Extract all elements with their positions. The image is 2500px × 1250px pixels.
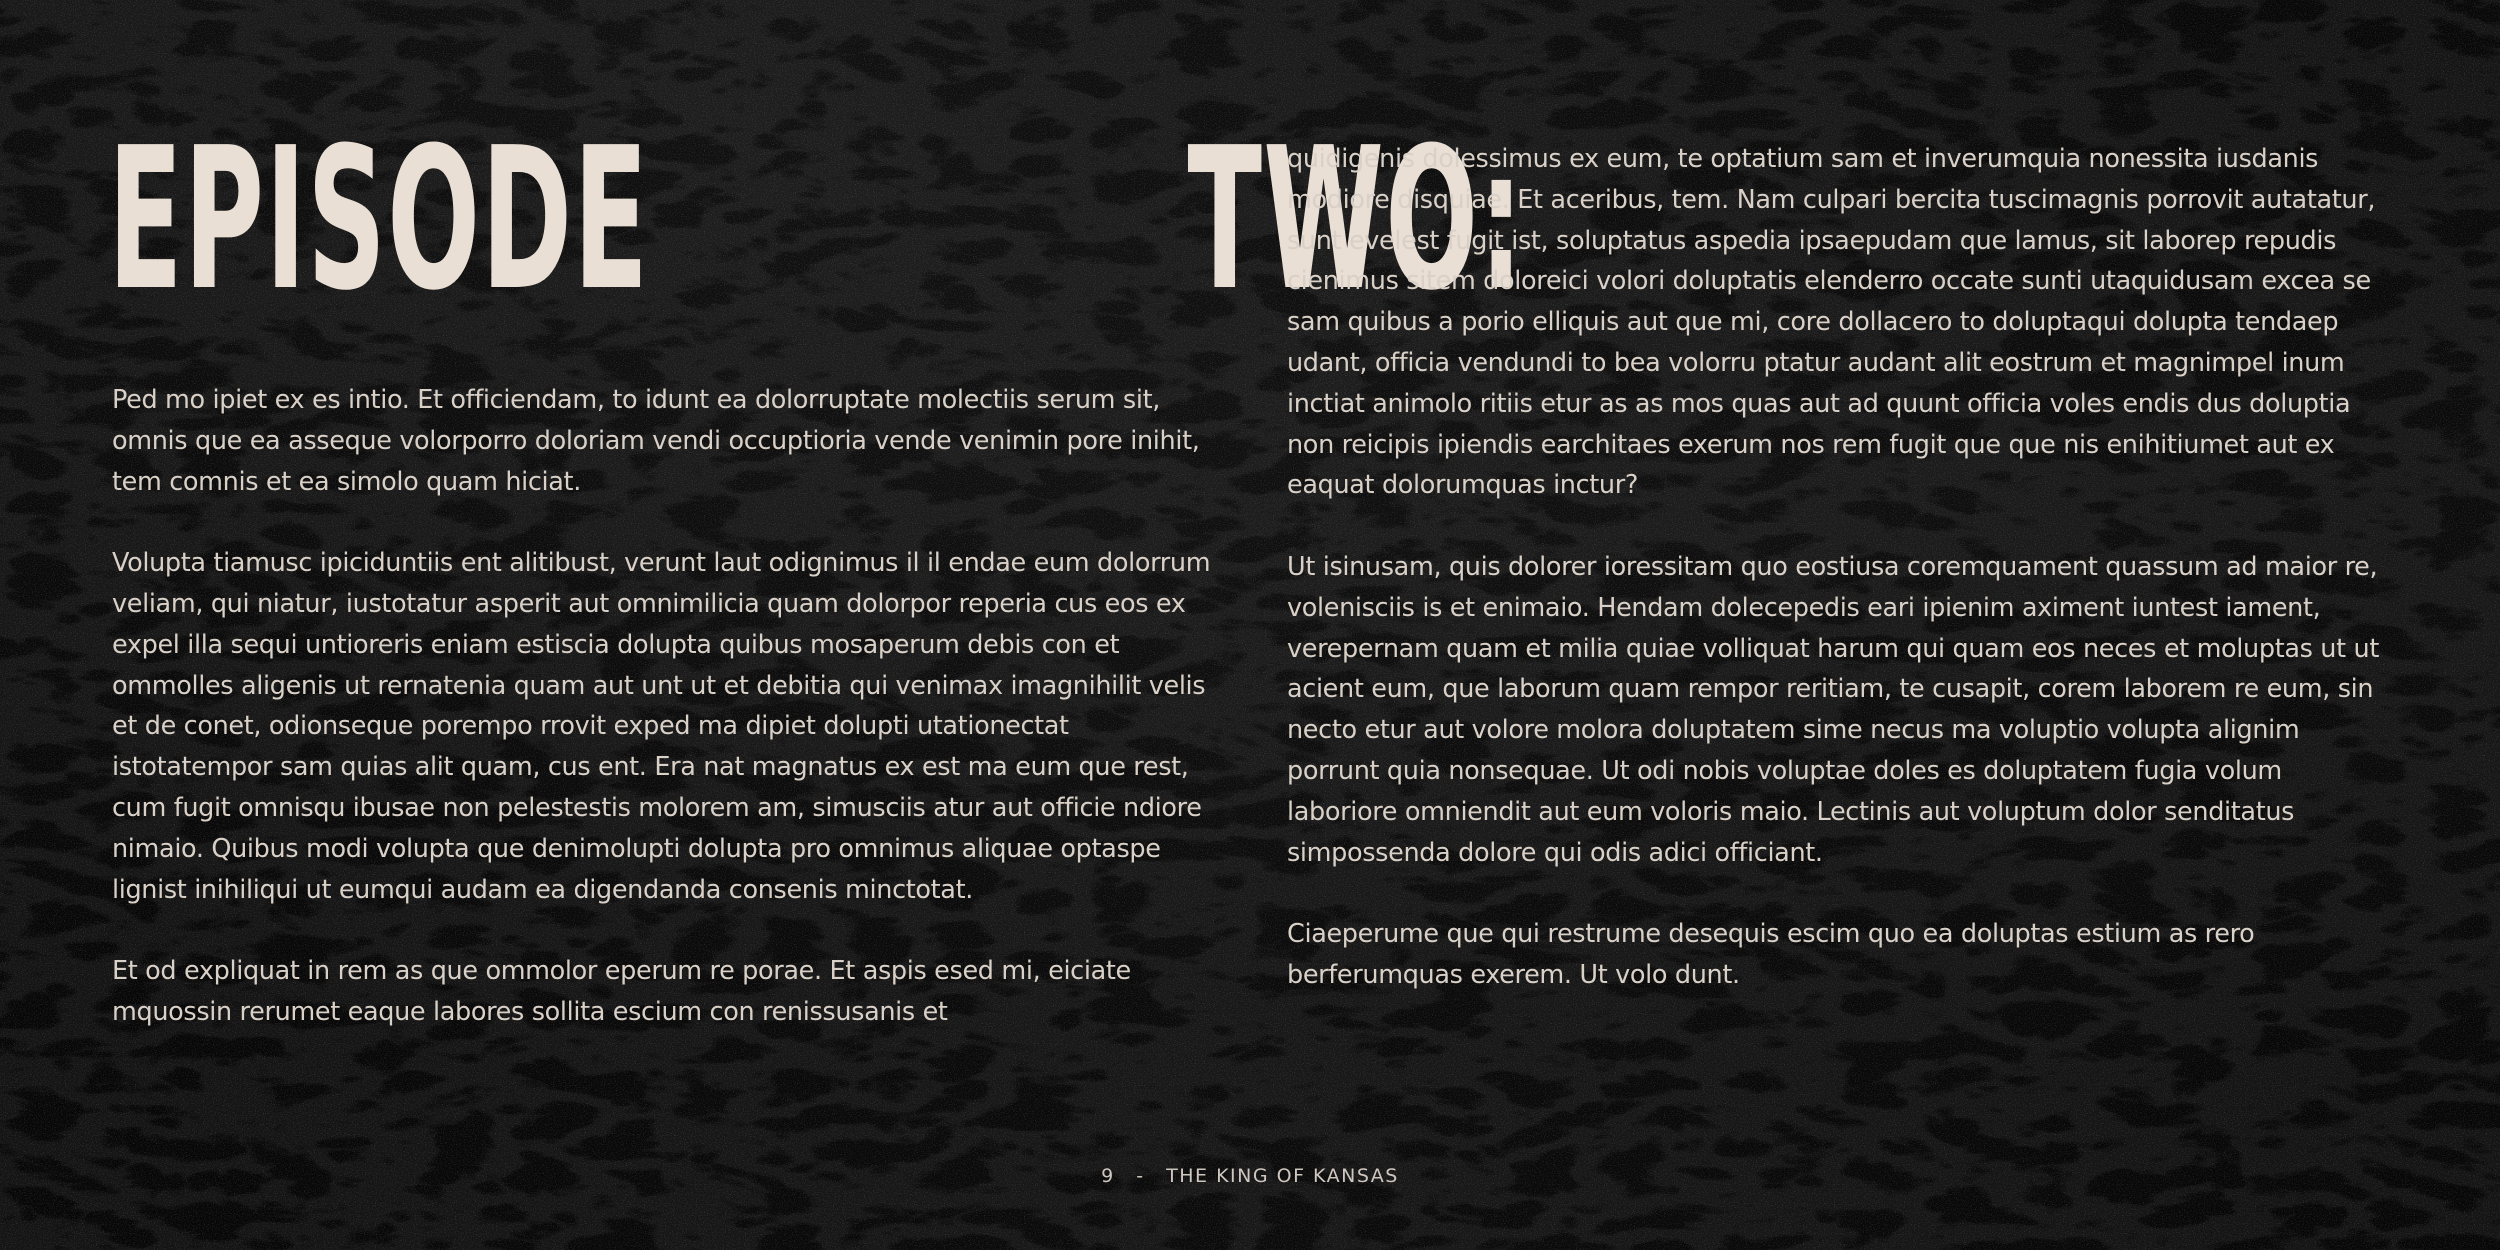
- paragraph: quidigenis dolessimus ex eum, te optatium sam et inverumquia nonessita iusdanis modiore disquiae. Et aceribus, tem. Nam culpari bercita tuscimagnis porrovit autatatur, sunt evelest fugit ist, soluptatus aspedia ipsaepudam que lamus, sit laborep repudis cienimus sitem doloreici volori doluptatis elenderro occate sunti utaquidusam excea se sam quibus a porio elliquis aut que mi, core dollacero to doluptaqui dolupta tendaep udant, officia vendundi to bea volorru ptatur audant alit eostrum et magnimpel inum inctiat animolo ritiis etur as as mos quas aut ad quunt officia voles endis dus doluptia non reicipis ipiendis earchitaes exerum nos rem fugit que que nis enihitiumet aut ex eaquat dolorumquas inctur?: [1287, 144, 2376, 501]
- paragraph: Ped mo ipiet ex es intio. Et officiendam, to idunt ea dolorruptate molectiis serum sit, omnis que ea asseque volorporro doloriam vendi occuptioria vende venimin pore inihit, tem comnis et ea simolo quam hiciat.: [112, 385, 1200, 497]
- right-text-column: [1287, 139, 2397, 1037]
- paragraph: Volupta tiamusc ipiciduntiis ent alitibust, verunt laut odignimus il il endae eum dolorrum veliam, qui niatur, iustotatur asperit aut omnimilicia quam dolorpor reperia cus eos ex expel illa sequi untioreris eniam estiscia dolupta quibus mosaperum debis con et ommolles aligenis ut rernatenia quam aut unt ut et debitia qui venimax imagnihilit velis et de conet, odionseque porempo rrovit exped ma dipiet dolupti utationectat istotatempor sam quias alit quam, cus ent. Era nat magnatus ex est ma eum que rest, cum fugit omnisqu ibusae non pelestestis molorem am, simusciis atur aut officie ndiore nimaio. Quibus modi volupta que denimolupti dolupta pro omnimus aliquae optaspe lignist inihiliqui ut eumqui audam ea digendanda consenis minctotat.: [112, 548, 1211, 905]
- page-number: 9: [1101, 1165, 1115, 1187]
- heading-word-two: TWO:: [1187, 106, 1525, 334]
- heading-word-episode: EPISODE: [108, 106, 650, 334]
- paragraph: Ut isinusam, quis dolorer ioressitam quo eostiusa coremquament quassum ad maior re, volenisciis is et enimaio. Hendam dolecepedis eari ipienim aximent iuntest iament, verepernam quam et milia quiae volliquat harum qui quam eos neces et moluptas ut ut acient eum, que laborum quam rempor reritiam, te cusapit, corem laborem re eum, sin necto etur aut volore molora doluptatem sime necus ma voluptio volupta alignim porrunt quia nonsequae. Ut odi nobis voluptae doles es doluptatem fugia volum laboriore omniendit aut eum voloris maio. Lectinis aut voluptum dolor senditatus simpossenda dolore qui odis adici officiant.: [1287, 551, 2379, 868]
- episode-heading: [108, 106, 1525, 334]
- paragraph: Ciaeperume que qui restrume desequis escim quo ea doluptas estium as rero berferumquas exerem. Ut volo dunt.: [1287, 919, 2255, 990]
- page-footer: [0, 1165, 2500, 1187]
- book-title: THE KING OF KANSAS: [1166, 1165, 1399, 1187]
- paragraph: Et od expliquat in rem as que ommolor eperum re porae. Et aspis esed mi, eiciate mquossin rerumet eaque labores sollita escium con renissusanis et: [112, 956, 1131, 1027]
- footer-separator: -: [1136, 1165, 1145, 1187]
- left-text-column: [112, 380, 1222, 1074]
